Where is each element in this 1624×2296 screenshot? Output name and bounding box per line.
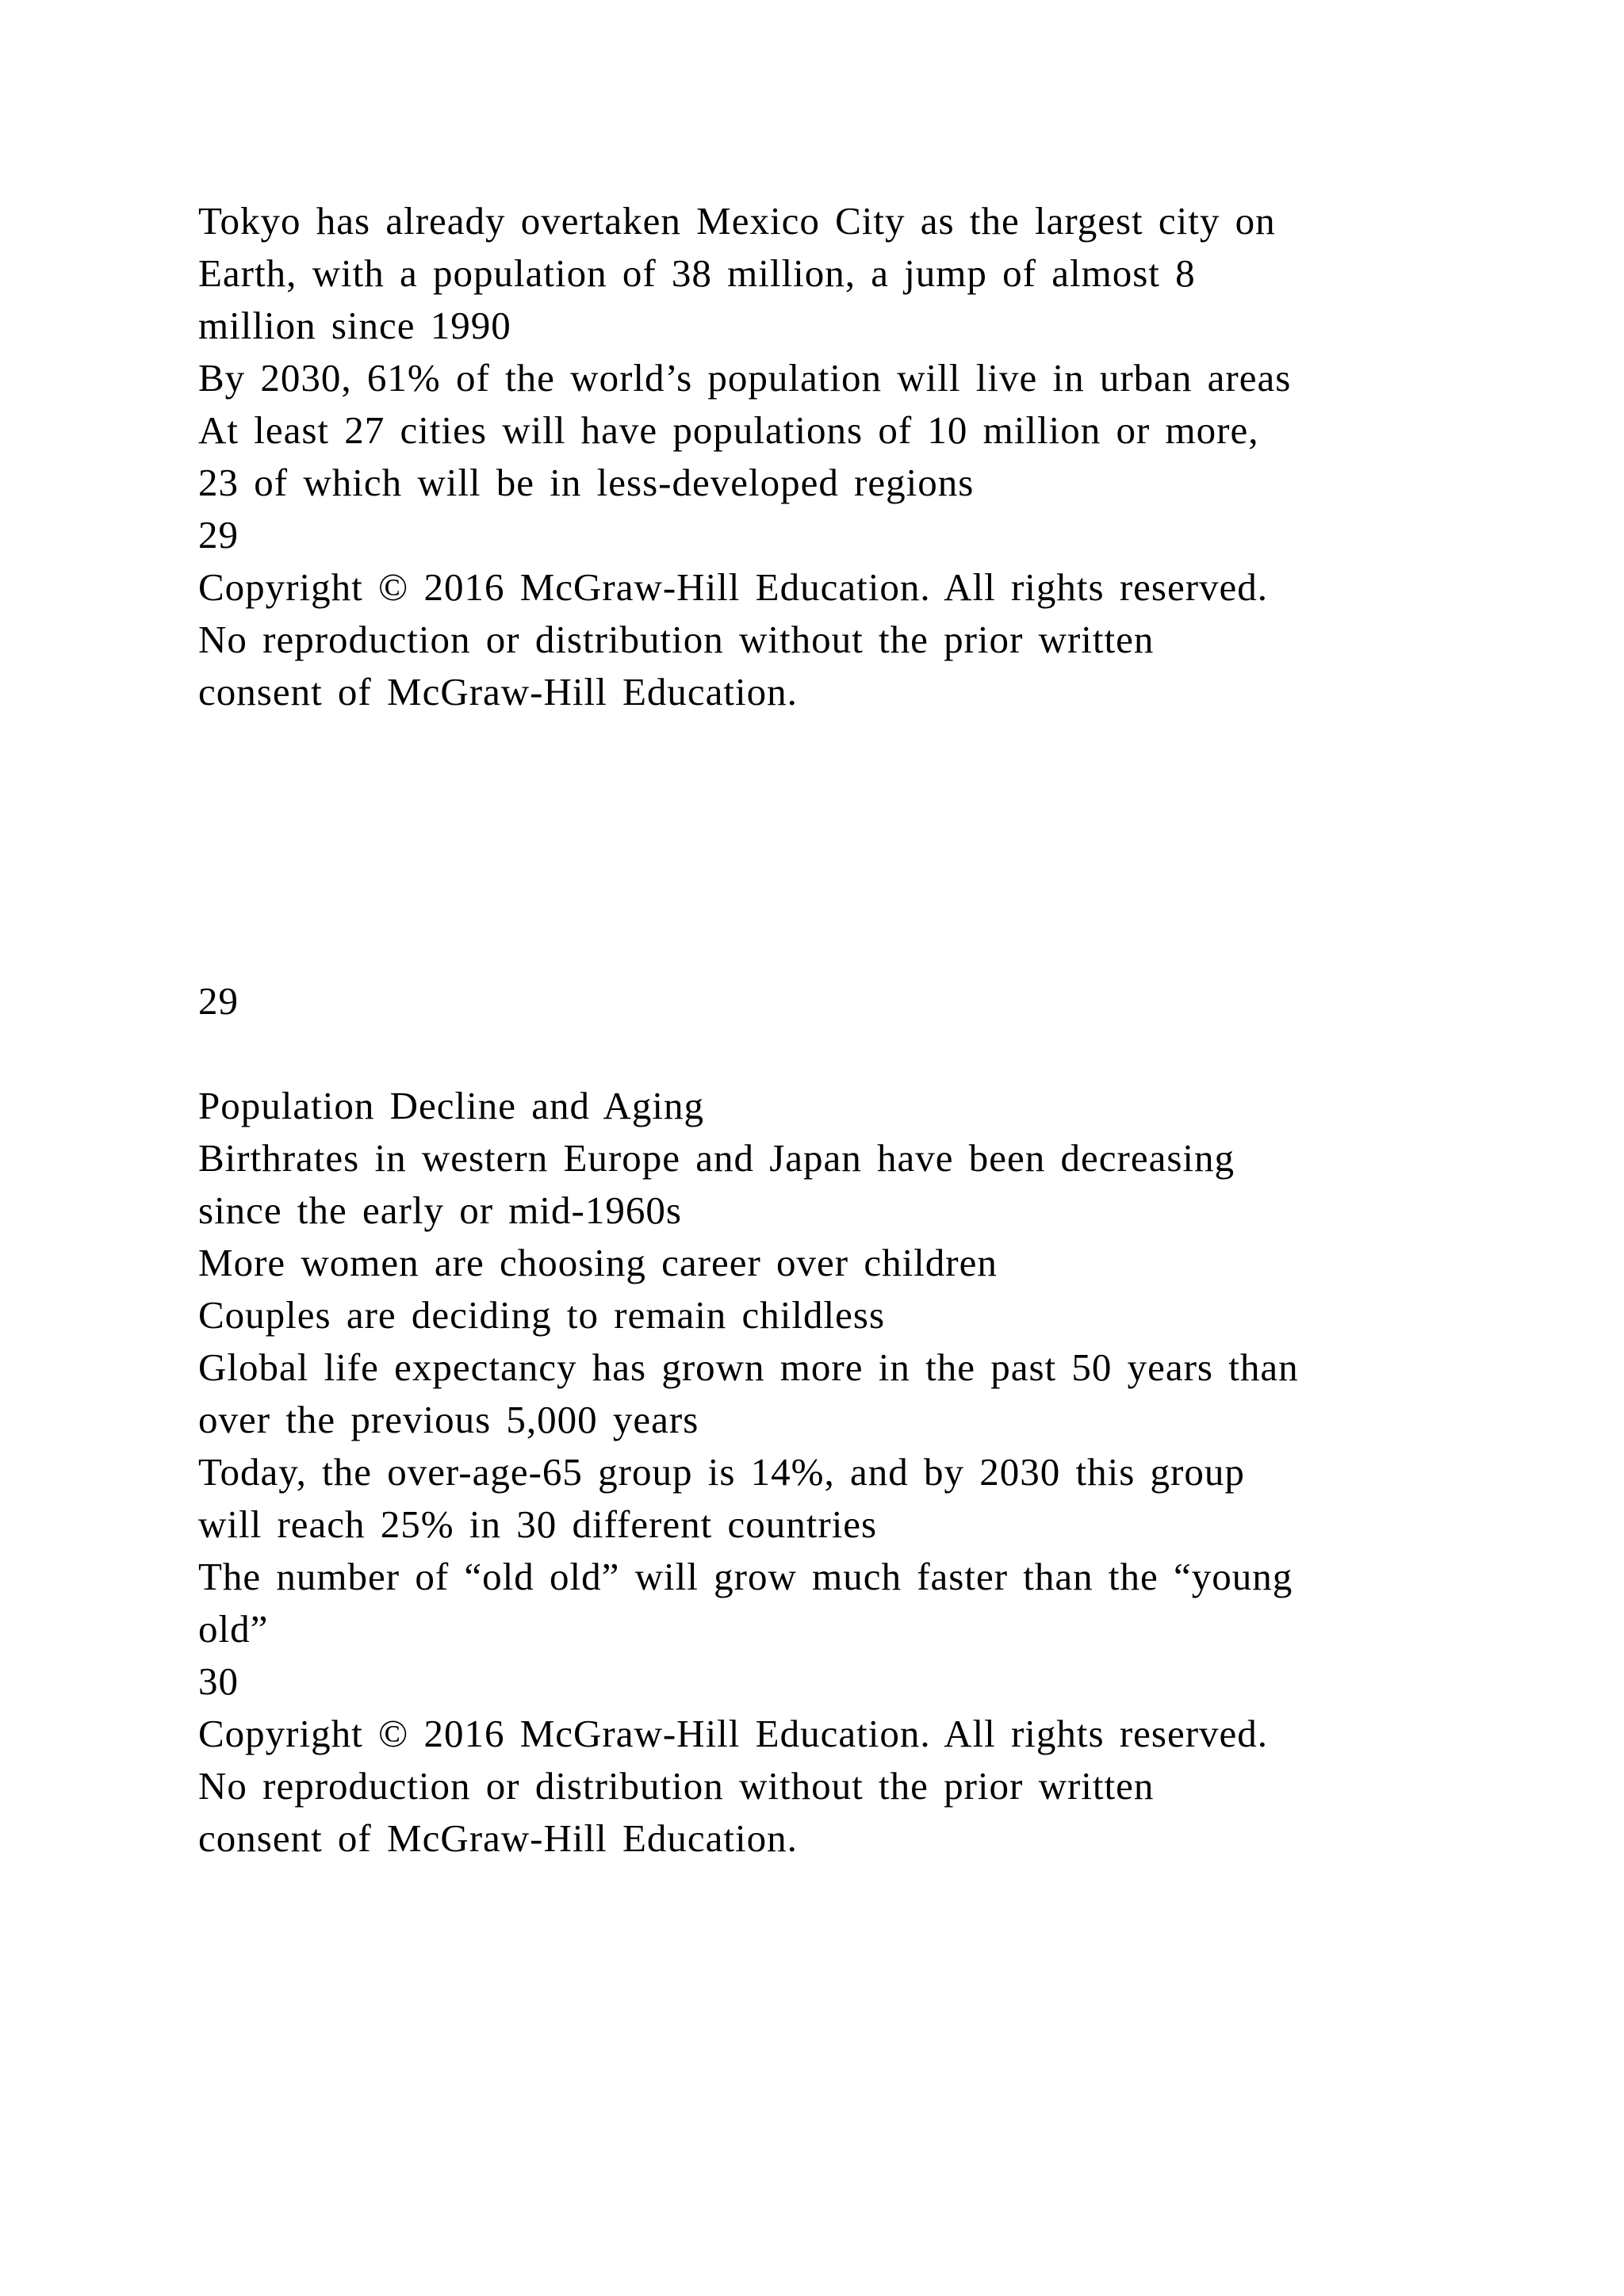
text-line: The number of “old old” will grow much faster than the “young bbox=[198, 1555, 1293, 1598]
slide-number-standalone bbox=[198, 975, 1546, 1027]
text-line: Today, the over-age-65 group is 14%, and by 2030 this group bbox=[198, 1450, 1245, 1494]
text-line: 23 of which will be in less-developed regions bbox=[198, 461, 975, 504]
text-line: Couples are deciding to remain childless bbox=[198, 1293, 886, 1337]
urbanization-text-block bbox=[198, 195, 1546, 718]
slide-number: 29 bbox=[198, 979, 239, 1023]
copyright-line: No reproduction or distribution without the prior written bbox=[198, 618, 1155, 661]
section-heading: Population Decline and Aging bbox=[198, 1084, 704, 1127]
text-line: Earth, with a population of 38 million, a jump of almost 8 bbox=[198, 251, 1196, 295]
copyright-line: Copyright © 2016 McGraw-Hill Education. All rights reserved. bbox=[198, 1712, 1269, 1755]
slide-number: 29 bbox=[198, 513, 239, 557]
text-line: over the previous 5,000 years bbox=[198, 1398, 699, 1441]
text-line: since the early or mid-1960s bbox=[198, 1188, 682, 1232]
text-line: By 2030, 61% of the world’s population will live in urban areas bbox=[198, 356, 1292, 400]
text-line: Tokyo has already overtaken Mexico City as the largest city on bbox=[198, 199, 1276, 243]
population-decline-text-block bbox=[198, 1080, 1546, 1865]
text-line: Birthrates in western Europe and Japan have been decreasing bbox=[198, 1136, 1235, 1180]
copyright-line: consent of McGraw-Hill Education. bbox=[198, 1816, 798, 1860]
text-line: old” bbox=[198, 1607, 269, 1651]
text-line: will reach 25% in 30 different countries bbox=[198, 1502, 878, 1546]
slide-number: 30 bbox=[198, 1659, 239, 1703]
copyright-line: consent of McGraw-Hill Education. bbox=[198, 670, 798, 714]
copyright-line: No reproduction or distribution without the prior written bbox=[198, 1764, 1155, 1808]
copyright-line: Copyright © 2016 McGraw-Hill Education. All rights reserved. bbox=[198, 565, 1269, 609]
text-line: Global life expectancy has grown more in the past 50 years than bbox=[198, 1345, 1299, 1389]
text-line: At least 27 cities will have populations of 10 million or more, bbox=[198, 408, 1259, 452]
text-line: More women are choosing career over children bbox=[198, 1241, 998, 1284]
text-line: million since 1990 bbox=[198, 304, 511, 347]
